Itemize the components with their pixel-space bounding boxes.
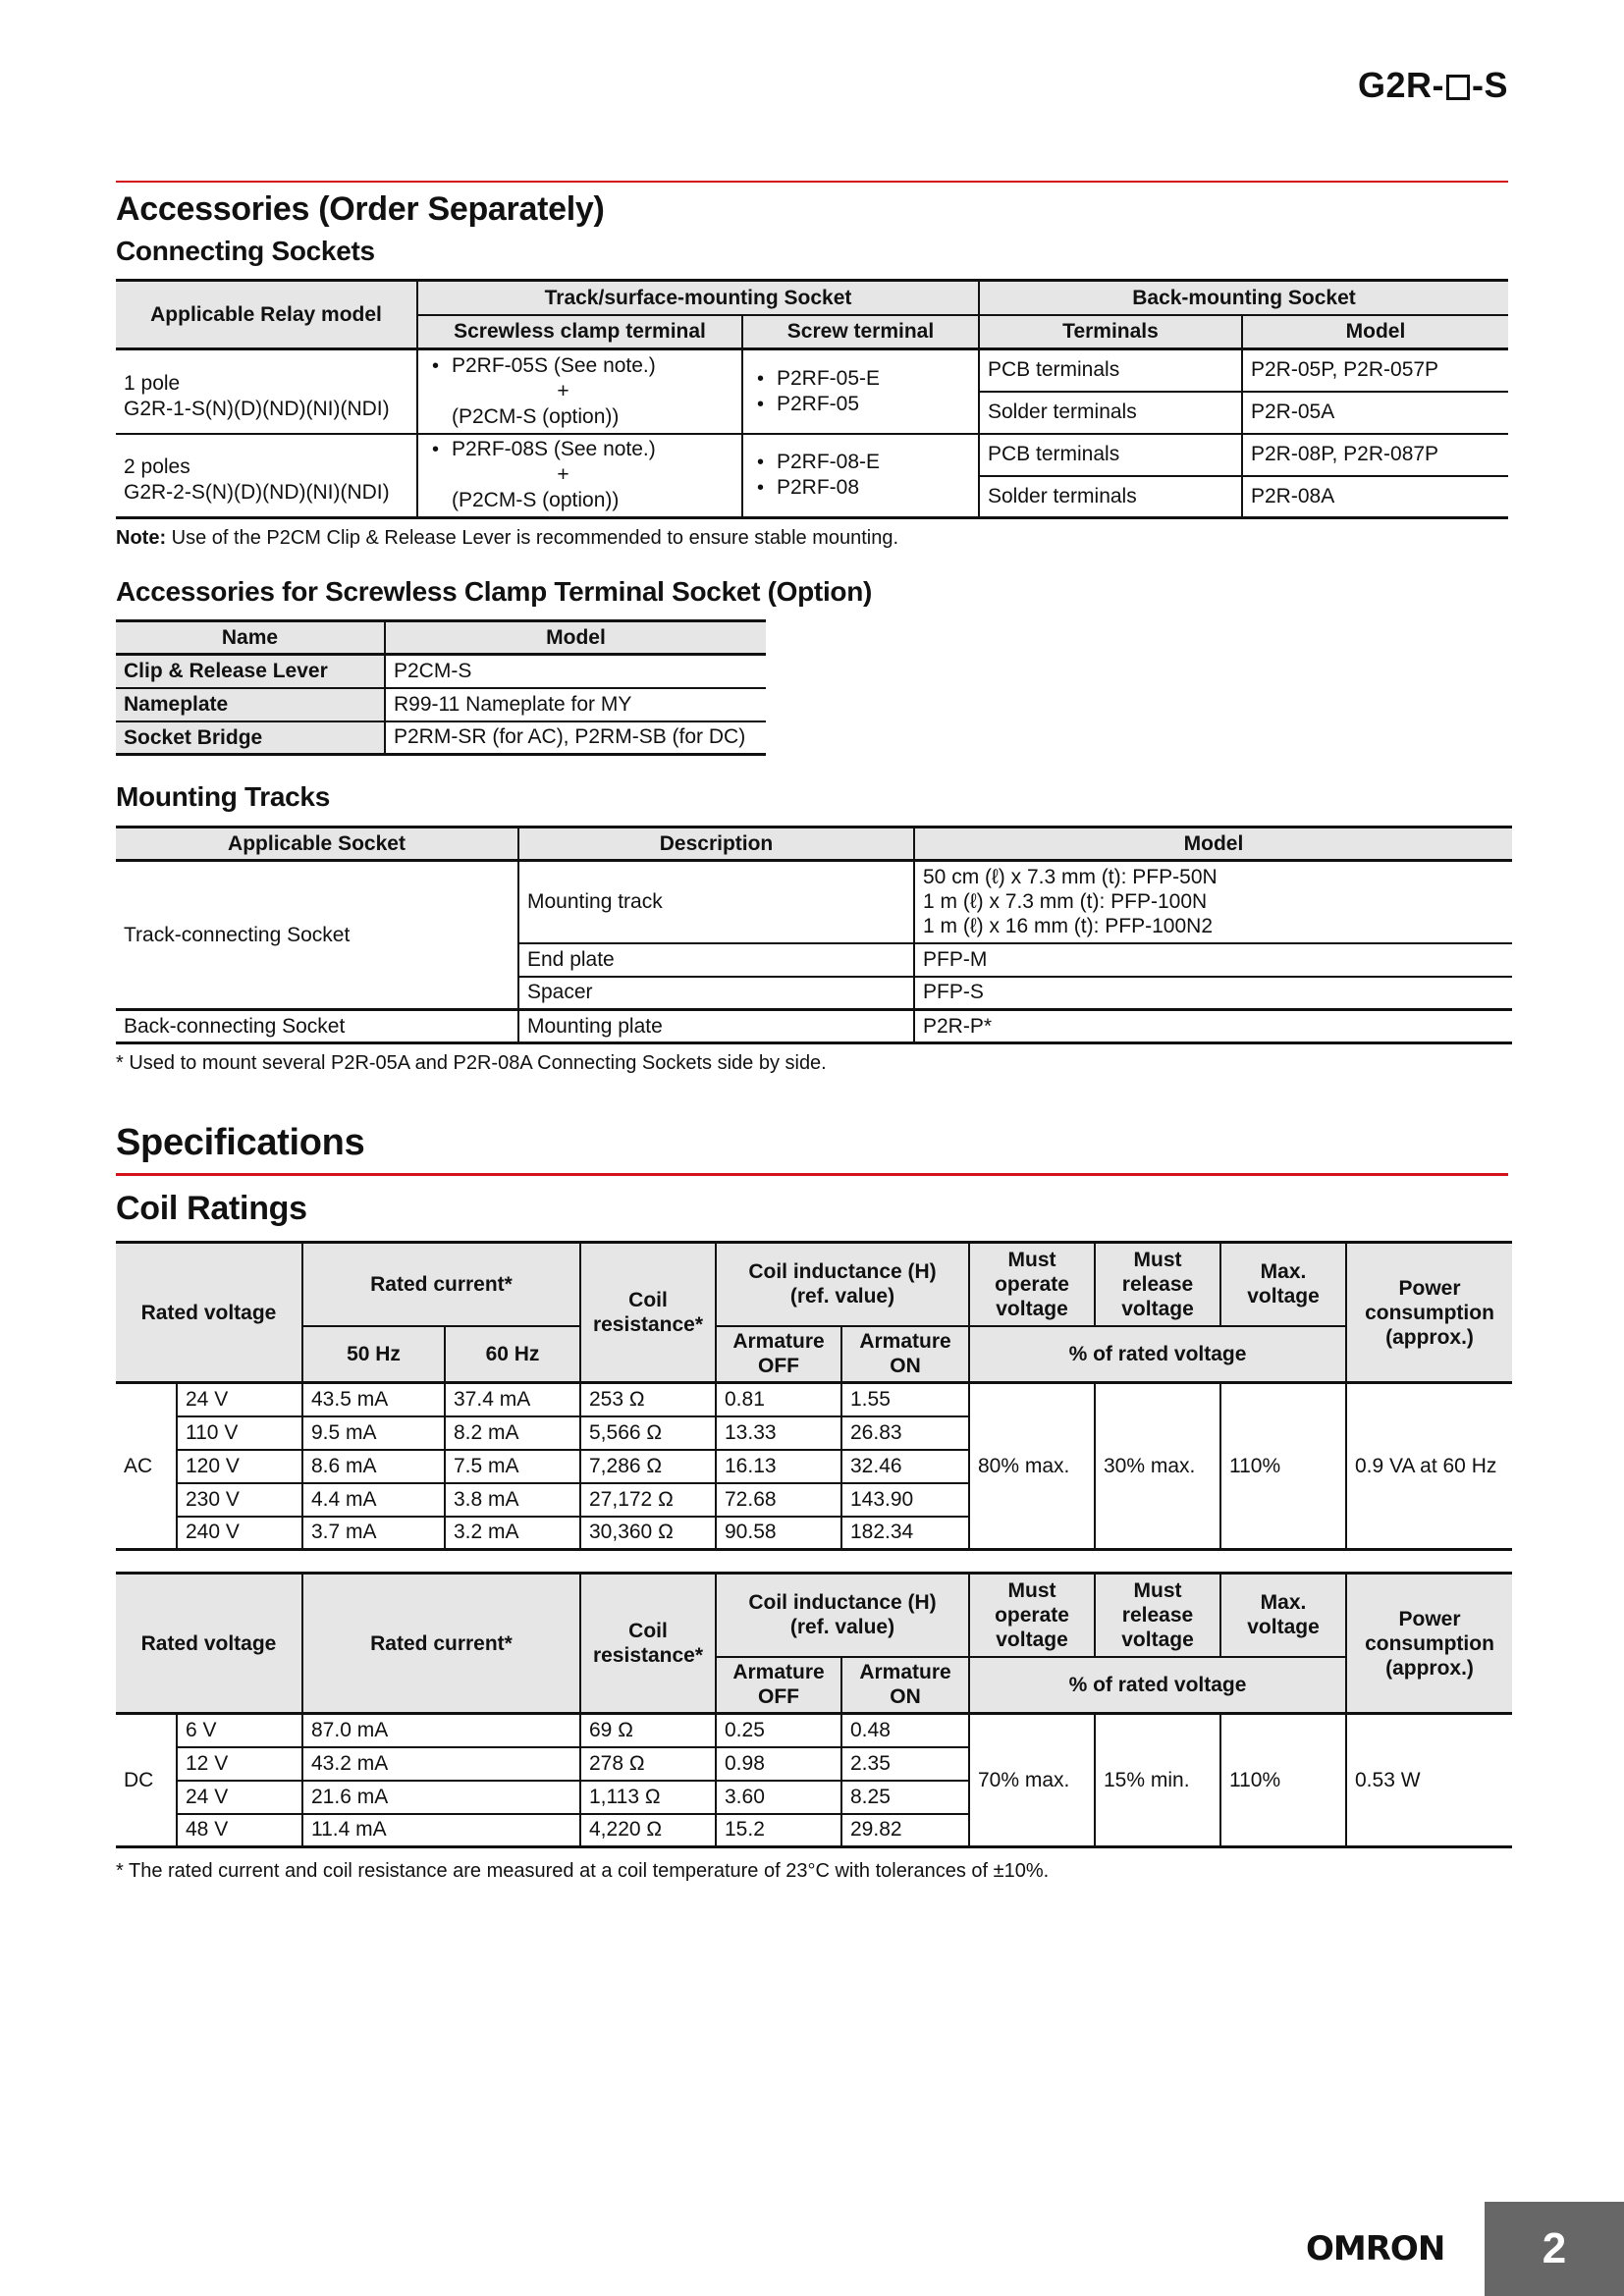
armature-off-cell: 15.2 xyxy=(716,1814,841,1847)
description-cell: End plate xyxy=(518,943,914,977)
description-cell: Spacer xyxy=(518,977,914,1010)
header-power xyxy=(1346,1243,1512,1383)
resistance-cell: 1,113 Ω xyxy=(580,1781,716,1814)
header-line: Armature xyxy=(732,1330,825,1354)
page-number: 2 xyxy=(1485,2202,1624,2296)
name-cell: Socket Bridge xyxy=(116,721,385,755)
header-coil-resistance xyxy=(580,1574,716,1714)
header-armature-off xyxy=(716,1326,841,1383)
header-must-release xyxy=(1095,1243,1220,1326)
armature-off-cell: 72.68 xyxy=(716,1483,841,1517)
voltage-cell: 6 V xyxy=(177,1714,302,1747)
coil-ratings-dc-table xyxy=(116,1572,1512,1848)
header-line: OFF xyxy=(758,1355,799,1378)
ac-label: AC xyxy=(116,1383,177,1550)
note-label: Note: xyxy=(116,527,167,549)
header-rated-voltage: Rated voltage xyxy=(116,1574,302,1714)
header-back-socket: Back-mounting Socket xyxy=(979,281,1508,315)
armature-on-cell: 182.34 xyxy=(841,1517,969,1550)
must-release-cell: 15% min. xyxy=(1095,1714,1220,1847)
header-applicable-relay: Applicable Relay model xyxy=(116,281,417,349)
model-cell: R99-11 Nameplate for MY xyxy=(394,692,632,716)
armature-off-cell: 3.60 xyxy=(716,1781,841,1814)
header-coil-inductance xyxy=(716,1243,969,1326)
header-terminals: Terminals xyxy=(979,315,1242,349)
current-cell: 87.0 mA xyxy=(302,1714,580,1747)
section-title-accessories: Accessories (Order Separately) xyxy=(116,190,605,228)
header-divider xyxy=(116,181,1508,183)
header-line: voltage xyxy=(996,1297,1068,1320)
header-line: Coil inductance (H) xyxy=(748,1591,937,1615)
armature-on-cell: 1.55 xyxy=(841,1383,969,1416)
header-armature-on xyxy=(841,1326,969,1383)
current-50hz-cell: 4.4 mA xyxy=(302,1483,445,1517)
header-line: resistance* xyxy=(592,1644,704,1667)
header-line: resistance* xyxy=(592,1313,704,1336)
header-line: Must xyxy=(1007,1248,1056,1271)
header-rated-current: Rated current* xyxy=(302,1243,580,1326)
header-line: Must xyxy=(1007,1578,1056,1602)
header-max-voltage xyxy=(1220,1574,1346,1657)
header-name: Name xyxy=(116,621,385,655)
poles: 1 pole xyxy=(124,371,181,395)
header-screw: Screw terminal xyxy=(742,315,979,349)
header-line: release xyxy=(1121,1272,1194,1296)
terminals-cell: Solder terminals xyxy=(979,476,1242,518)
max-voltage-cell: 110% xyxy=(1220,1383,1346,1550)
header-power xyxy=(1346,1574,1512,1714)
relay-model: G2R-2-S(N)(D)(ND)(NI)(NDI) xyxy=(124,481,390,505)
header-coil-resistance xyxy=(580,1243,716,1383)
header-50hz: 50 Hz xyxy=(302,1326,445,1383)
armature-on-cell: 26.83 xyxy=(841,1416,969,1450)
connecting-sockets-note xyxy=(116,527,898,550)
voltage-cell: 24 V xyxy=(177,1383,302,1416)
must-release-cell: 30% max. xyxy=(1095,1383,1220,1550)
header-line: Armature xyxy=(732,1661,825,1684)
current-60hz-cell: 3.8 mA xyxy=(445,1483,580,1517)
table-row xyxy=(116,1010,1512,1043)
must-operate-cell: 80% max. xyxy=(969,1383,1095,1550)
relay-model: G2R-1-S(N)(D)(ND)(NI)(NDI) xyxy=(124,397,390,420)
specifications-divider xyxy=(116,1173,1508,1176)
resistance-cell: 5,566 Ω xyxy=(580,1416,716,1450)
coil-ratings-footnote: * The rated current and coil resistance are measured at a coil temperature of 23°C with tolerances of ±10%. xyxy=(116,1860,1050,1882)
header-line: voltage xyxy=(1121,1297,1194,1320)
table-row xyxy=(116,861,1512,943)
doc-code-suffix: -S xyxy=(1472,65,1508,105)
header-must-operate xyxy=(969,1574,1095,1657)
relay-cell xyxy=(116,349,417,434)
doc-code-prefix: G2R- xyxy=(1357,65,1444,105)
header-line: voltage xyxy=(1247,1616,1320,1639)
current-50hz-cell: 9.5 mA xyxy=(302,1416,445,1450)
armature-off-cell: 0.25 xyxy=(716,1714,841,1747)
current-cell: 11.4 mA xyxy=(302,1814,580,1847)
voltage-cell: 24 V xyxy=(177,1781,302,1814)
header-line: Coil xyxy=(628,1620,668,1642)
screw-cell xyxy=(742,434,979,518)
subsection-title-connecting-sockets: Connecting Sockets xyxy=(116,236,375,266)
must-operate-cell: 70% max. xyxy=(969,1714,1095,1847)
description-cell: Mounting plate xyxy=(518,1010,914,1043)
coil-ratings-ac-table xyxy=(116,1241,1512,1551)
header-line: consumption xyxy=(1365,1301,1494,1324)
power-cell: 0.53 W xyxy=(1346,1714,1512,1847)
subsection-title-mounting-tracks: Mounting Tracks xyxy=(116,781,330,812)
header-line: (ref. value) xyxy=(789,1616,895,1639)
subsection-title-coil-ratings: Coil Ratings xyxy=(116,1190,307,1227)
connecting-sockets-table xyxy=(116,279,1508,519)
model-cell: P2R-05A xyxy=(1251,400,1335,423)
header-must-release xyxy=(1095,1574,1220,1657)
current-60hz-cell: 3.2 mA xyxy=(445,1517,580,1550)
header-rated-voltage: Rated voltage xyxy=(116,1243,302,1383)
header-armature-on xyxy=(841,1657,969,1714)
armature-off-cell: 16.13 xyxy=(716,1450,841,1483)
name-cell: Clip & Release Lever xyxy=(116,655,385,688)
header-line: Coil xyxy=(628,1289,668,1311)
description-cell: Mounting track xyxy=(518,861,914,943)
screwless-accessories-table xyxy=(116,619,766,756)
header-applicable-socket: Applicable Socket xyxy=(116,828,518,861)
voltage-cell: 240 V xyxy=(177,1517,302,1550)
name-cell: Nameplate xyxy=(116,688,385,721)
header-60hz: 60 Hz xyxy=(445,1326,580,1383)
header-line: (approx.) xyxy=(1385,1325,1474,1349)
subsection-title-screwless-accessories: Accessories for Screwless Clamp Terminal Socket (Option) xyxy=(116,576,873,607)
plus-sign: + xyxy=(557,379,569,402)
table-row xyxy=(116,349,1508,392)
terminals-cell: PCB terminals xyxy=(979,349,1242,392)
model-cell: P2CM-S xyxy=(394,659,472,682)
screwless-cell xyxy=(417,434,742,518)
section-title-specifications: Specifications xyxy=(116,1122,365,1163)
header-line: Armature xyxy=(859,1330,951,1354)
header-model: Model xyxy=(385,621,766,655)
header-line: Power xyxy=(1398,1276,1461,1300)
screwless-option: (P2CM-S (option)) xyxy=(452,489,620,512)
header-line: voltage xyxy=(1121,1628,1194,1651)
model-cell: P2R-08P, P2R-087P xyxy=(1242,434,1508,476)
current-50hz-cell: 8.6 mA xyxy=(302,1450,445,1483)
header-description: Description xyxy=(518,828,914,861)
current-cell: 43.2 mA xyxy=(302,1747,580,1781)
header-track-socket: Track/surface-mounting Socket xyxy=(417,281,979,315)
current-60hz-cell: 8.2 mA xyxy=(445,1416,580,1450)
max-voltage-cell: 110% xyxy=(1220,1714,1346,1847)
header-must-operate xyxy=(969,1243,1095,1326)
header-line: Must xyxy=(1133,1248,1182,1271)
header-line: (ref. value) xyxy=(789,1285,895,1308)
resistance-cell: 4,220 Ω xyxy=(580,1814,716,1847)
armature-on-cell: 32.46 xyxy=(841,1450,969,1483)
screwless-option: (P2CM-S (option)) xyxy=(452,404,620,428)
socket-cell: Back-connecting Socket xyxy=(116,1010,518,1043)
header-line: voltage xyxy=(1247,1285,1320,1308)
header-rated-current: Rated current* xyxy=(302,1574,580,1714)
socket-cell: Track-connecting Socket xyxy=(116,861,518,1010)
placeholder-box-icon xyxy=(1446,75,1470,100)
armature-on-cell: 143.90 xyxy=(841,1483,969,1517)
armature-on-cell: 8.25 xyxy=(841,1781,969,1814)
header-line: consumption xyxy=(1365,1631,1494,1655)
table-row xyxy=(116,688,766,721)
screwless-model: • P2RF-05S (See note.) xyxy=(432,353,733,379)
model-cell: PFP-M xyxy=(923,947,988,971)
table-row xyxy=(116,721,766,755)
model-cell: P2RM-SR (for AC), P2RM-SB (for DC) xyxy=(394,725,746,749)
resistance-cell: 27,172 Ω xyxy=(580,1483,716,1517)
voltage-cell: 230 V xyxy=(177,1483,302,1517)
table-row xyxy=(116,434,1508,476)
header-line: OFF xyxy=(758,1685,799,1709)
screw-model: • P2RF-08-E xyxy=(757,450,970,475)
poles: 2 poles xyxy=(124,455,190,479)
header-armature-off xyxy=(716,1657,841,1714)
table-row xyxy=(116,1714,1512,1747)
armature-on-cell: 0.48 xyxy=(841,1714,969,1747)
header-pct-rated: % of rated voltage xyxy=(969,1657,1346,1714)
header-line: operate xyxy=(995,1603,1069,1627)
model-cell xyxy=(914,861,1512,943)
armature-off-cell: 0.81 xyxy=(716,1383,841,1416)
model-cell: PFP-S xyxy=(923,981,984,1004)
model-line: 50 cm (ℓ) x 7.3 mm (t): PFP-50N xyxy=(923,866,1218,889)
voltage-cell: 48 V xyxy=(177,1814,302,1847)
omron-logo: OMRON xyxy=(1306,2229,1445,2269)
model-line: 1 m (ℓ) x 16 mm (t): PFP-100N2 xyxy=(923,915,1214,938)
armature-off-cell: 13.33 xyxy=(716,1416,841,1450)
resistance-cell: 7,286 Ω xyxy=(580,1450,716,1483)
voltage-cell: 110 V xyxy=(177,1416,302,1450)
armature-off-cell: 0.98 xyxy=(716,1747,841,1781)
relay-cell xyxy=(116,434,417,518)
header-line: Power xyxy=(1398,1607,1461,1630)
screwless-model: • P2RF-08S (See note.) xyxy=(432,437,733,462)
header-max-voltage xyxy=(1220,1243,1346,1326)
header-line: (approx.) xyxy=(1385,1656,1474,1680)
terminals-cell: Solder terminals xyxy=(979,392,1242,434)
header-line: voltage xyxy=(996,1628,1068,1651)
resistance-cell: 253 Ω xyxy=(580,1383,716,1416)
dc-label: DC xyxy=(116,1714,177,1847)
header-model: Model xyxy=(1242,315,1508,349)
header-line: ON xyxy=(890,1355,921,1378)
armature-off-cell: 90.58 xyxy=(716,1517,841,1550)
header-line: Max. xyxy=(1260,1260,1307,1284)
terminals-cell: PCB terminals xyxy=(979,434,1242,476)
model-cell: P2R-05P, P2R-057P xyxy=(1242,349,1508,392)
current-60hz-cell: 37.4 mA xyxy=(445,1383,580,1416)
header-screwless: Screwless clamp terminal xyxy=(417,315,742,349)
power-cell: 0.9 VA at 60 Hz xyxy=(1346,1383,1512,1550)
document-code xyxy=(1358,65,1508,106)
screw-model: • P2RF-05-E xyxy=(757,366,970,392)
model-line: 1 m (ℓ) x 7.3 mm (t): PFP-100N xyxy=(923,890,1208,914)
mounting-tracks-footnote: * Used to mount several P2R-05A and P2R-08A Connecting Sockets side by side. xyxy=(116,1052,827,1074)
header-line: operate xyxy=(995,1272,1069,1296)
armature-on-cell: 29.82 xyxy=(841,1814,969,1847)
armature-on-cell: 2.35 xyxy=(841,1747,969,1781)
header-coil-inductance xyxy=(716,1574,969,1657)
header-line: Must xyxy=(1133,1578,1182,1602)
screw-model: • P2RF-05 xyxy=(757,392,970,417)
current-60hz-cell: 7.5 mA xyxy=(445,1450,580,1483)
screwless-cell xyxy=(417,349,742,434)
resistance-cell: 278 Ω xyxy=(580,1747,716,1781)
note-text: Use of the P2CM Clip & Release Lever is recommended to ensure stable mounting. xyxy=(166,527,899,549)
model-cell: P2R-08A xyxy=(1251,484,1335,507)
table-row xyxy=(116,1383,1512,1416)
screw-model: • P2RF-08 xyxy=(757,475,970,501)
voltage-cell: 12 V xyxy=(177,1747,302,1781)
header-line: Max. xyxy=(1260,1591,1307,1615)
header-line: release xyxy=(1121,1603,1194,1627)
resistance-cell: 69 Ω xyxy=(580,1714,716,1747)
header-line: ON xyxy=(890,1685,921,1709)
resistance-cell: 30,360 Ω xyxy=(580,1517,716,1550)
current-50hz-cell: 43.5 mA xyxy=(302,1383,445,1416)
model-cell: P2R-P* xyxy=(923,1014,993,1038)
screw-cell xyxy=(742,349,979,434)
voltage-cell: 120 V xyxy=(177,1450,302,1483)
current-cell: 21.6 mA xyxy=(302,1781,580,1814)
header-pct-rated: % of rated voltage xyxy=(969,1326,1346,1383)
table-row xyxy=(116,655,766,688)
plus-sign: + xyxy=(557,463,569,487)
header-line: Coil inductance (H) xyxy=(748,1260,937,1284)
current-50hz-cell: 3.7 mA xyxy=(302,1517,445,1550)
header-model: Model xyxy=(914,828,1512,861)
mounting-tracks-table xyxy=(116,826,1512,1044)
header-line: Armature xyxy=(859,1661,951,1684)
